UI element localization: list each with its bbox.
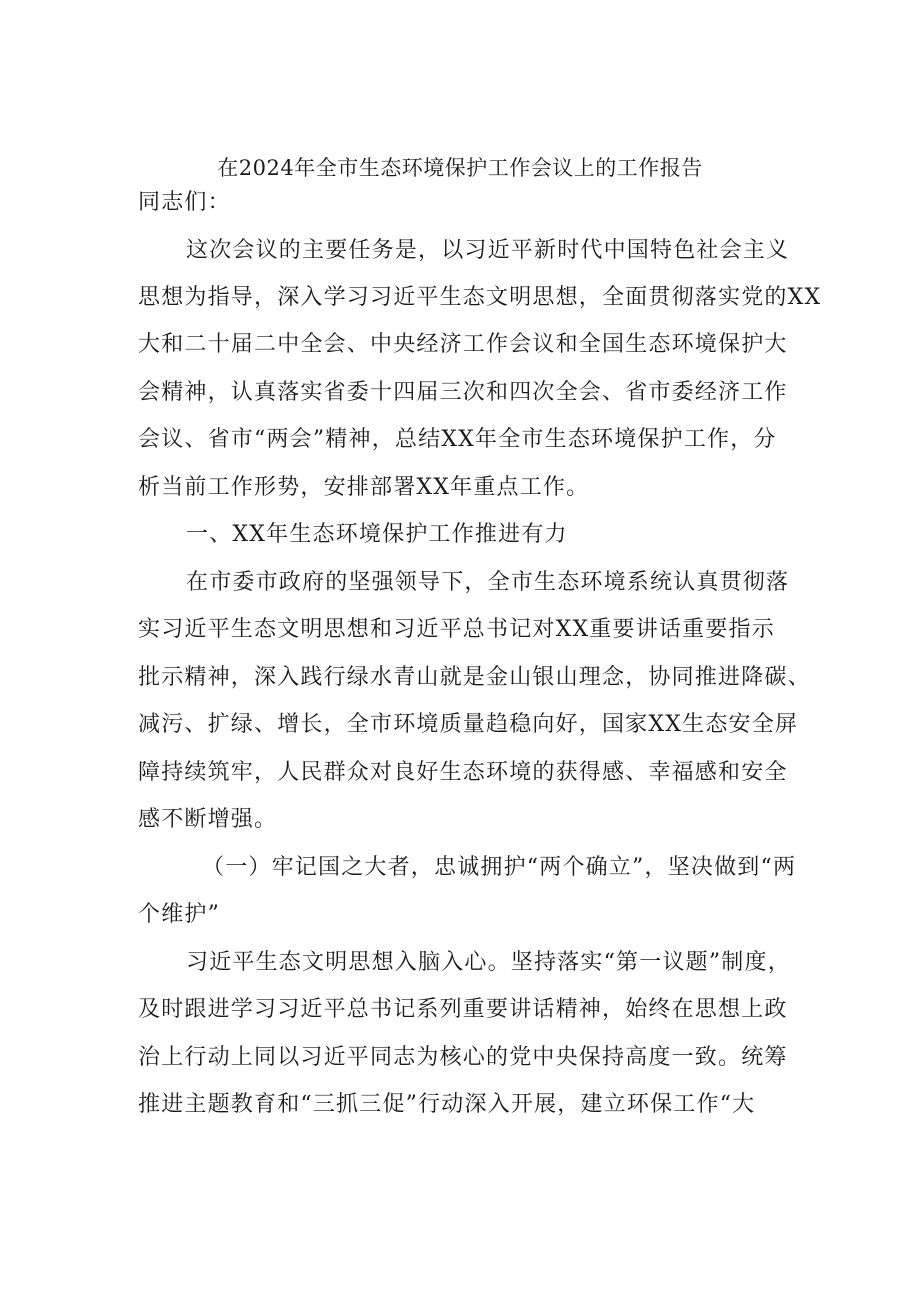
paragraph-line: 会议、省市“两会”精神，总结XX年全市生态环境保护工作，分 [138,427,777,452]
paragraph-line: 在市委市政府的坚强领导下，全市生态环境系统认真贯彻落 [186,570,790,595]
paragraph-line: 治上行动上同以习近平同志为核心的党中央保持高度一致。统筹 [138,1045,788,1070]
paragraph-line: 及时跟进学习习近平总书记系列重要讲话精神，始终在思想上政 [138,997,788,1022]
paragraph-line: 习近平生态文明思想入脑入心。坚持落实“第一议题”制度， [186,950,791,975]
paragraph-line: 推进主题教育和“三抓三促”行动深入开展，建立环保工作“大 [138,1092,756,1117]
salutation: 同志们： [138,190,231,215]
paragraph-line: 析当前工作形势，安排部署XX年重点工作。 [138,475,590,500]
paragraph-line: 会精神，认真落实省委十四届三次和四次全会、省市委经济工作 [138,380,788,405]
section-heading: 一、XX年生态环境保护工作推进有力 [186,522,568,547]
subsection-heading-continued: 个维护” [138,902,221,927]
paragraph-line: 减污、扩绿、增长，全市环境质量趋稳向好，国家XX生态安全屏 [138,712,799,737]
paragraph-line: 思想为指导，深入学习习近平生态文明思想，全面贯彻落实党的XX [138,285,822,310]
paragraph-line: 感不断增强。 [138,807,278,832]
paragraph-line: 大和二十届二中全会、中央经济工作会议和全国生态环境保护大 [138,332,788,357]
paragraph-line: 障持续筑牢，人民群众对良好生态环境的获得感、幸福感和安全 [138,760,788,785]
subsection-heading: （一）牢记国之大者，忠诚拥护“两个确立”，坚决做到“两 [202,855,797,880]
document-title: 在2024年全市生态环境保护工作会议上的工作报告 [217,156,703,180]
paragraph-line: 实习近平生态文明思想和习近平总书记对XX重要讲话重要指示 [138,617,775,642]
paragraph-line: 批示精神，深入践行绿水青山就是金山银山理念，协同推进降碳、 [138,665,811,690]
paragraph-line: 这次会议的主要任务是，以习近平新时代中国特色社会主义 [186,238,790,263]
